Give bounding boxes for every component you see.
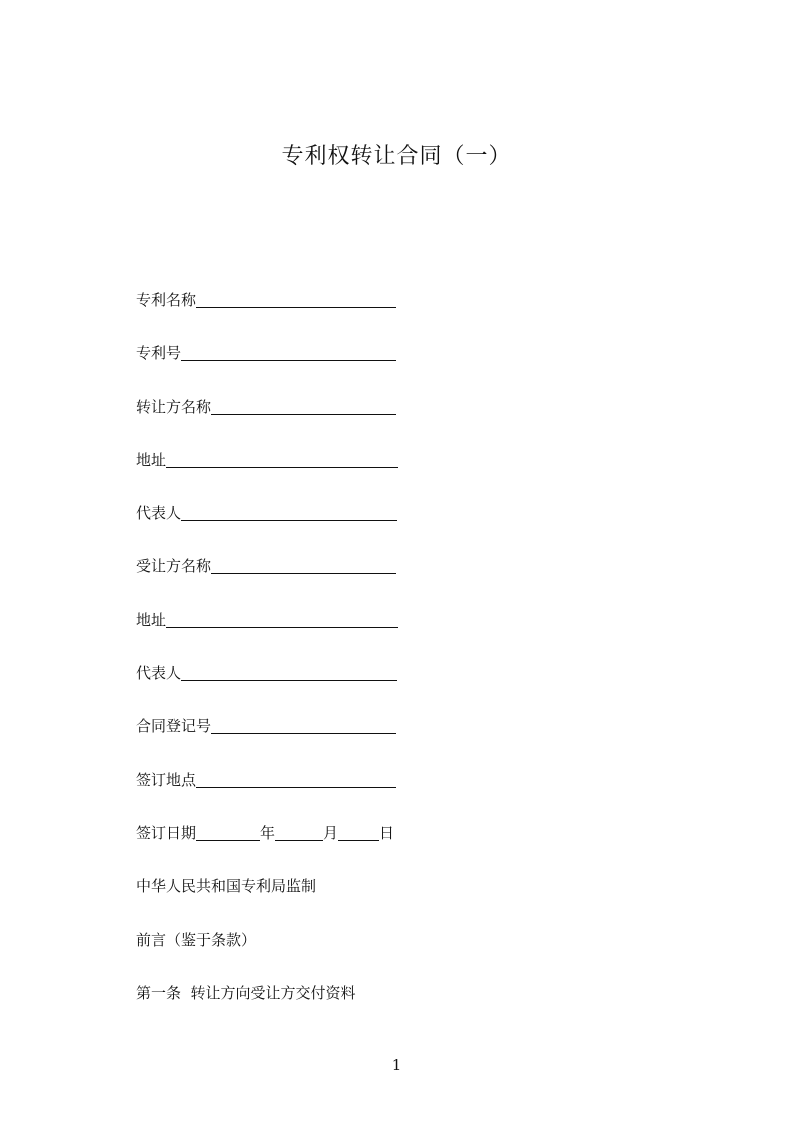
month-blank[interactable]: [275, 823, 323, 841]
day-blank[interactable]: [338, 823, 379, 841]
preface-line: [136, 930, 536, 983]
fill-in-blank[interactable]: [196, 290, 396, 308]
fill-in-blank[interactable]: [181, 503, 397, 521]
field-label: 受让方名称: [136, 557, 212, 576]
field-label: 代表人: [136, 504, 182, 523]
article-1-line: [136, 983, 536, 1036]
contract-fields: [136, 290, 536, 1036]
field-transferee-address: [136, 610, 536, 663]
field-label: 专利号: [136, 344, 182, 363]
field-transferor-representative: [136, 503, 536, 556]
fill-in-blank[interactable]: [181, 343, 396, 361]
fill-in-blank[interactable]: [181, 663, 397, 681]
fill-in-blank[interactable]: [166, 610, 398, 628]
document-title: 专利权转让合同（一）: [281, 144, 512, 169]
field-label: 签订地点: [136, 770, 197, 789]
field-patent-name: [136, 290, 536, 343]
field-label: 代表人: [136, 664, 182, 683]
article-1-heading: 第一条 转让方向受让方交付资料: [136, 983, 356, 1002]
field-label: 签订日期: [136, 823, 197, 842]
fill-in-blank[interactable]: [196, 770, 396, 788]
field-signing-date: [136, 823, 536, 876]
fill-in-blank[interactable]: [211, 716, 396, 734]
day-label: 日: [379, 823, 395, 842]
fill-in-blank[interactable]: [166, 450, 398, 468]
field-transferor-name: [136, 397, 536, 450]
field-transferee-name: [136, 556, 536, 609]
field-label: 合同登记号: [136, 717, 212, 736]
field-signing-place: [136, 770, 536, 823]
field-patent-number: [136, 343, 536, 396]
fill-in-blank[interactable]: [211, 556, 396, 574]
page-number: 1: [391, 1056, 402, 1074]
field-label: 地址: [136, 610, 167, 629]
preface-heading: 前言（鉴于条款）: [136, 930, 257, 949]
supervision-text: 中华人民共和国专利局监制: [136, 877, 317, 896]
year-label: 年: [260, 823, 276, 842]
supervision-line: [136, 876, 536, 929]
field-transferor-address: [136, 450, 536, 503]
fill-in-blank[interactable]: [211, 397, 396, 415]
field-transferee-representative: [136, 663, 536, 716]
field-contract-registration-number: [136, 716, 536, 769]
field-label: 地址: [136, 450, 167, 469]
field-label: 专利名称: [136, 291, 197, 309]
year-blank[interactable]: [196, 823, 260, 841]
month-label: 月: [323, 823, 339, 842]
field-label: 转让方名称: [136, 397, 212, 416]
